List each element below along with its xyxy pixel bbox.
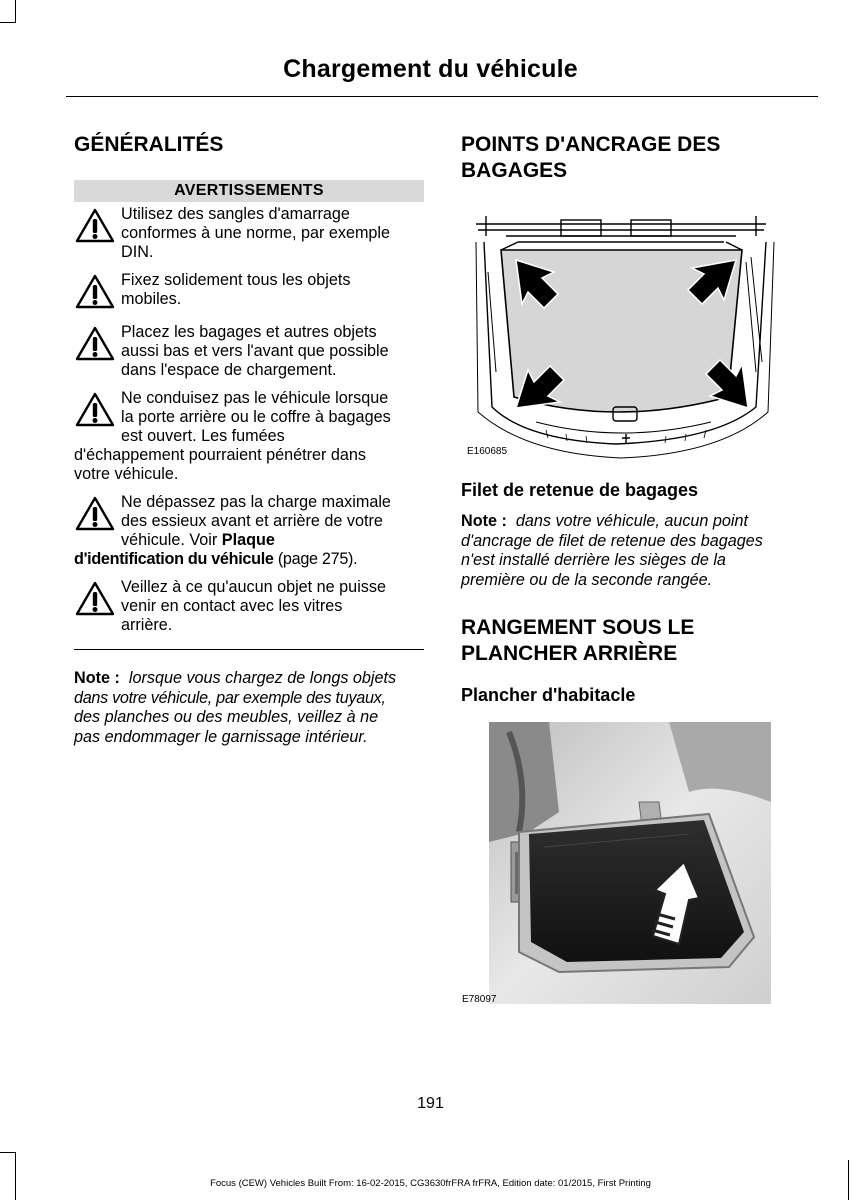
warning-line: aussi bas et vers l'avant que possible [121,342,389,360]
crop-mark-top-left [15,0,16,22]
page-number: 191 [417,1095,444,1112]
note-text: première ou de la seconde rangée. [461,570,713,589]
section-title-line: POINTS D'ANCRAGE DES [461,133,721,156]
section-title-line: PLANCHER ARRIÈRE [461,642,678,665]
warning-line: est ouvert. Les fumées [121,427,285,445]
section-title-rangement [461,615,821,667]
subsection-title: Plancher d'habitacle [461,685,636,705]
note-paragraph [461,512,821,590]
note-line [74,708,424,728]
warning-line: Fixez solidement tous les objets [121,271,351,289]
note-label: Note : [74,669,120,687]
note-line [74,728,424,748]
left-column [74,130,424,747]
note-line [461,551,821,571]
warning-triangle-icon [74,495,116,533]
warning-item [74,323,424,380]
note-text: dans votre véhicule, aucun point [515,512,749,530]
note-line [461,532,821,552]
right-column [461,130,821,184]
note-text: d'ancrage de filet de retenue des bagages [461,531,763,550]
warning-line: dans l'espace de chargement. [121,361,337,379]
section-title-line: BAGAGES [461,159,568,182]
warning-line: venir en contact avec les vitres [121,597,343,615]
section-title-line: RANGEMENT SOUS LE [461,616,695,639]
header-rule [66,96,818,97]
page-reference: (page 275). [273,550,358,568]
subsection-title: Filet de retenue de bagages [461,480,699,500]
section-title-points-ancrage [461,132,821,184]
crop-mark-bottom-left-h [0,1152,16,1153]
note-text: lorsque vous chargez de longs objets [128,669,397,687]
warnings-header: AVERTISSEMENTS [74,180,424,202]
page-title: Chargement du véhicule [283,55,578,83]
warning-line: arrière. [121,616,173,634]
warnings-end-rule [74,649,424,650]
warning-line: conformes à une norme, par exemple [121,224,391,242]
figure-code: E160685 [467,446,508,457]
crop-mark-top-left-h [0,22,16,23]
subsection-filet [461,478,821,590]
warning-item [74,578,424,635]
warning-line: Ne conduisez pas le véhicule lorsque [121,389,389,407]
warning-text: véhicule. Voir [121,531,222,549]
warning-line: la porte arrière ou le coffre à bagages [121,408,391,426]
note-line [74,669,424,689]
warning-line: mobiles. [121,290,182,308]
warning-item [74,389,424,484]
note-text: des planches ou des meubles, veillez à ne [74,708,379,726]
section-rangement [461,615,821,707]
warning-line [121,531,424,550]
cross-reference-link[interactable]: Plaque [221,531,275,549]
warning-line: DIN. [121,243,154,261]
section-title-generalites: GÉNÉRALITÉS [74,133,224,156]
warning-line: d'échappement pourraient pénétrer dans [74,446,366,464]
warning-item [74,271,424,309]
warning-line: Veillez à ce qu'aucun objet ne puisse [121,578,386,596]
cargo-area-illustration [466,212,776,462]
warning-triangle-icon [74,325,116,363]
note-text: dans votre véhicule, par exemple des tuyaux, [74,688,386,707]
warning-line: votre véhicule. [74,465,179,483]
note-line [461,571,821,591]
floor-storage-photo [489,722,771,1004]
warning-triangle-icon [74,207,116,245]
warning-line: Utilisez des sangles d'amarrage [121,205,350,223]
warning-triangle-icon [74,391,116,429]
warning-line: des essieux avant et arrière de votre [121,512,383,530]
note-line [74,689,424,709]
warning-triangle-icon [74,273,116,311]
warning-line: Ne dépassez pas la charge maximale [121,493,391,511]
note-paragraph [74,669,424,747]
note-label: Note : [461,512,507,530]
note-line [461,512,821,532]
warning-item [74,205,424,262]
page-footer: Focus (CEW) Vehicles Built From: 16-02-2015, CG3630frFRA frFRA, Edition date: 01/2015, First Printing [210,1178,651,1189]
note-text: pas endommager le garnissage intérieur. [74,727,368,746]
figure-floor-storage [489,722,771,1004]
cross-reference-link[interactable]: d'identification du véhicule [74,550,274,568]
figure-cargo-anchor-points [466,212,776,462]
warning-line: Placez les bagages et autres objets [121,323,377,341]
warning-triangle-icon [74,580,116,618]
warning-item [74,493,424,569]
crop-mark-bottom-left [15,1152,16,1200]
figure-code: E78097 [462,994,497,1005]
note-text: n'est installé derrière les sièges de la [461,551,726,569]
